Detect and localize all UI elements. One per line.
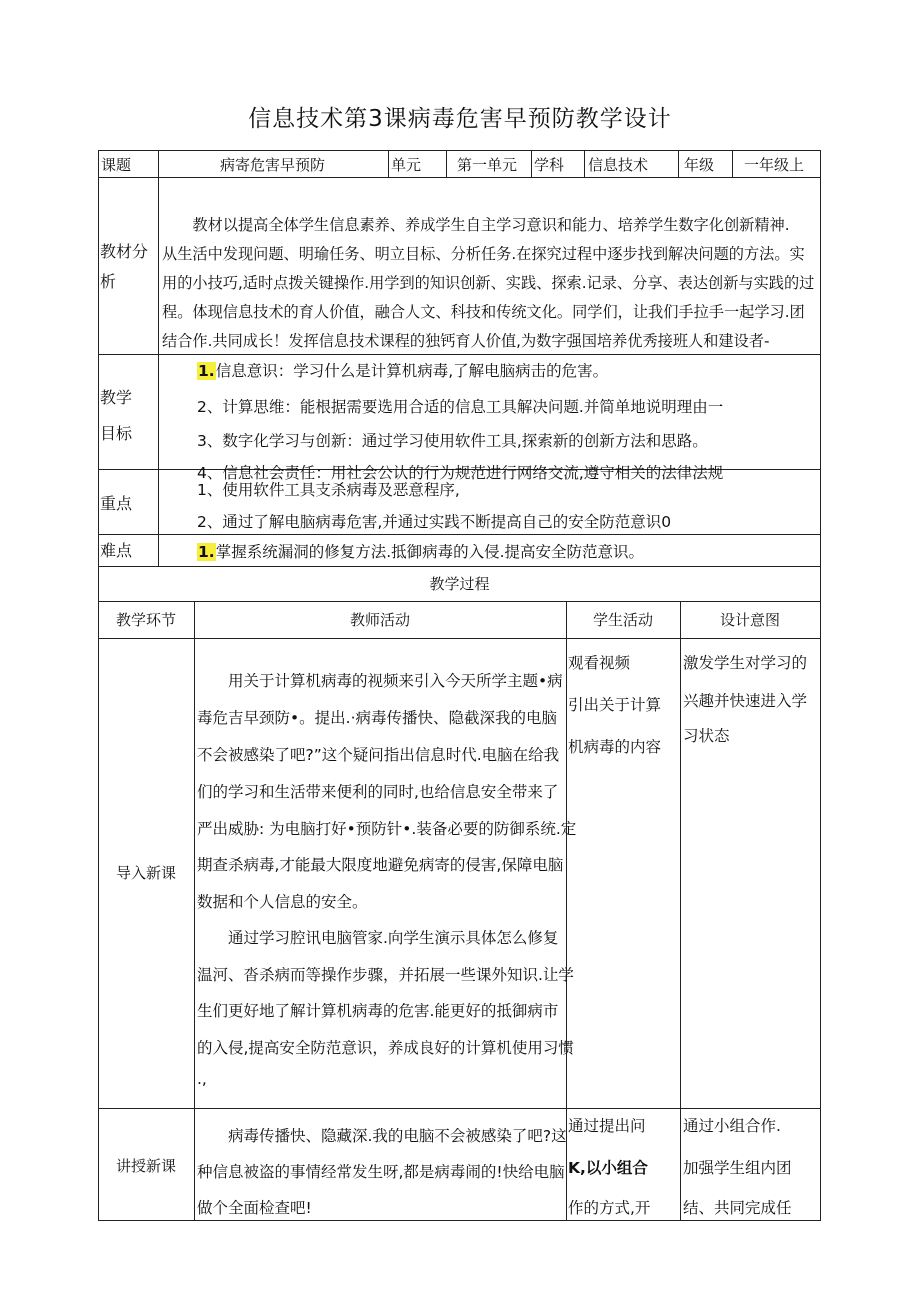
analysis-line: 结合作.共同成长！发挥信息技术课程的独钙育人价值,为数字强国培养优秀接班人和建设者-: [162, 332, 770, 350]
objective-item-3: 3、数字化学习与创新：通过学习使用软件工具,探索新的创新方法和思路。: [197, 432, 708, 450]
teacher-line: 通过学习腔讯电脑管家.向学生演示具体怎么修复: [197, 929, 559, 947]
difficulty-label: 难点: [100, 541, 133, 560]
student-line: 通过提出问: [568, 1117, 646, 1135]
teacher-line: 用关于计算机病毒的视频来引入今天所学主题•病: [197, 672, 563, 690]
topic-value: 病寄危害早预防: [220, 156, 326, 174]
objectives-label-2: 目标: [100, 424, 133, 443]
teacher-line: 病毒传播快、隐藏深.我的电脑不会被感染了吧?这: [197, 1127, 567, 1145]
teacher-line: 的入侵,提高安全防范意识，养成良好的计算机使用习惯: [197, 1039, 574, 1057]
difficulty-item-text: 掌握系统漏洞的修复方法.抵御病毒的入侵.提高安全防范意识。: [215, 543, 645, 561]
topic-label: 课题: [101, 156, 132, 174]
col-header-intent: 设计意图: [719, 611, 780, 629]
col-header-stage: 教学环节: [115, 611, 176, 629]
objectives-label-1: 教学: [100, 388, 133, 407]
teacher-line: 种信息被盗的事情经常发生呀,都是病毒闹的!快给电脑: [197, 1163, 565, 1181]
objective-item-2: 2、计算思维：能根据需要选用合适的信息工具解决问题.并简单地说明理由一: [197, 398, 724, 416]
intent-line: 结、共同完成任: [683, 1199, 792, 1217]
analysis-label-2: 析: [100, 272, 117, 291]
student-line: K,以小组合: [568, 1159, 648, 1177]
student-line: 机病毒的内容: [568, 738, 662, 756]
objective-item-1-number: 1.: [198, 362, 215, 380]
teacher-line: 温河、沓杀病而等操作步骤，并拓展一些课外知识.让学: [197, 966, 574, 984]
col-header-teacher: 教师活动: [349, 611, 410, 629]
intent-line: 习状态: [683, 727, 730, 745]
teacher-line: 们的学习和生活带来便利的同时,也给信息安全带来了: [197, 783, 559, 801]
col-header-student: 学生活动: [592, 611, 653, 629]
stage-cell: 讲授新课: [115, 1157, 176, 1175]
teacher-line: 毒危吉早颈防•。提出.·病毒传播快、隐截深我的电脑: [197, 709, 557, 727]
objective-item-1-text: 信息意识：学习什么是计算机病毒,了解电脑病击的危害。: [215, 362, 609, 380]
process-title: 教学过程: [429, 575, 490, 593]
intent-line: 加强学生组内团: [683, 1159, 792, 1177]
student-line: 作的方式,开: [568, 1199, 651, 1217]
student-line: 观看视频: [568, 654, 631, 672]
objective-item-4: 4、信息社会责任：用社会公认的行为规范进行网络交流,遵守相关的法律法规: [197, 464, 724, 482]
analysis-label-1: 教材分: [100, 242, 149, 261]
key-points-label: 重点: [100, 494, 133, 513]
teacher-line: .,: [197, 1070, 207, 1088]
teacher-line: 期查杀病毒,才能最大限度地避免病寄的侵害,保障电脑: [197, 856, 564, 874]
grade-value: 一年级上: [744, 156, 805, 174]
intent-line: 激发学生对学习的: [683, 654, 808, 672]
key-point-2: 2、通过了解电脑病毒危害,并通过实践不断提高自己的安全防范意识0: [197, 513, 672, 531]
difficulty-item-number: 1.: [198, 543, 215, 561]
analysis-line: 教材以提高全体学生信息素养、养成学生自主学习意识和能力、培养学生数字化创新精神.: [162, 216, 790, 234]
teacher-line: 数据和个人信息的安全。: [197, 893, 368, 911]
grade-label: 年级: [684, 156, 715, 174]
student-line: 引出关于计算: [568, 696, 662, 714]
difficulty-item: [197, 540, 644, 562]
teacher-line: 做个全面检查吧!: [197, 1199, 312, 1217]
unit-value: 第一单元: [457, 156, 518, 174]
document-title: 信息技术第3课病毒危害早预防教学设计: [248, 106, 672, 132]
stage-cell: 导入新课: [115, 864, 176, 882]
intent-line: 通过小组合作.: [683, 1117, 781, 1135]
subject-label: 学科: [534, 156, 565, 174]
analysis-line: 从生活中发现问题、明瑜任务、明立目标、分析任务.在探究过程中逐步找到解决问题的方法。实: [162, 245, 805, 263]
intent-line: 兴趣并快速进入学: [683, 692, 808, 710]
subject-value: 信息技术: [588, 156, 649, 174]
teacher-line: 生们更好地了解计算机病毒的危害.能更好的抵御病市: [197, 1002, 559, 1020]
analysis-line: 程。体现信息技术的育人价值，融合人文、科技和传统文化。同学们，让我们手拉手一起学习.团: [162, 303, 805, 321]
analysis-line: 用的小技巧,适时点拨关键操作.用学到的知识创新、实践、探索.记录、分享、表达创新与实践的过: [162, 274, 815, 292]
objective-item-4-clip: [197, 459, 757, 482]
key-point-1: 1、使用软件工具支杀病毒及恶意程序,: [197, 481, 460, 499]
unit-label: 单元: [391, 156, 422, 174]
objective-item-1: [197, 359, 608, 381]
teacher-line: 严出威胁: 为电脑打好•预防针•.装备必要的防御系统.定: [197, 820, 577, 838]
teacher-line: 不会被感染了吧?”这个疑问指出信息时代.电脑在给我: [197, 746, 560, 764]
